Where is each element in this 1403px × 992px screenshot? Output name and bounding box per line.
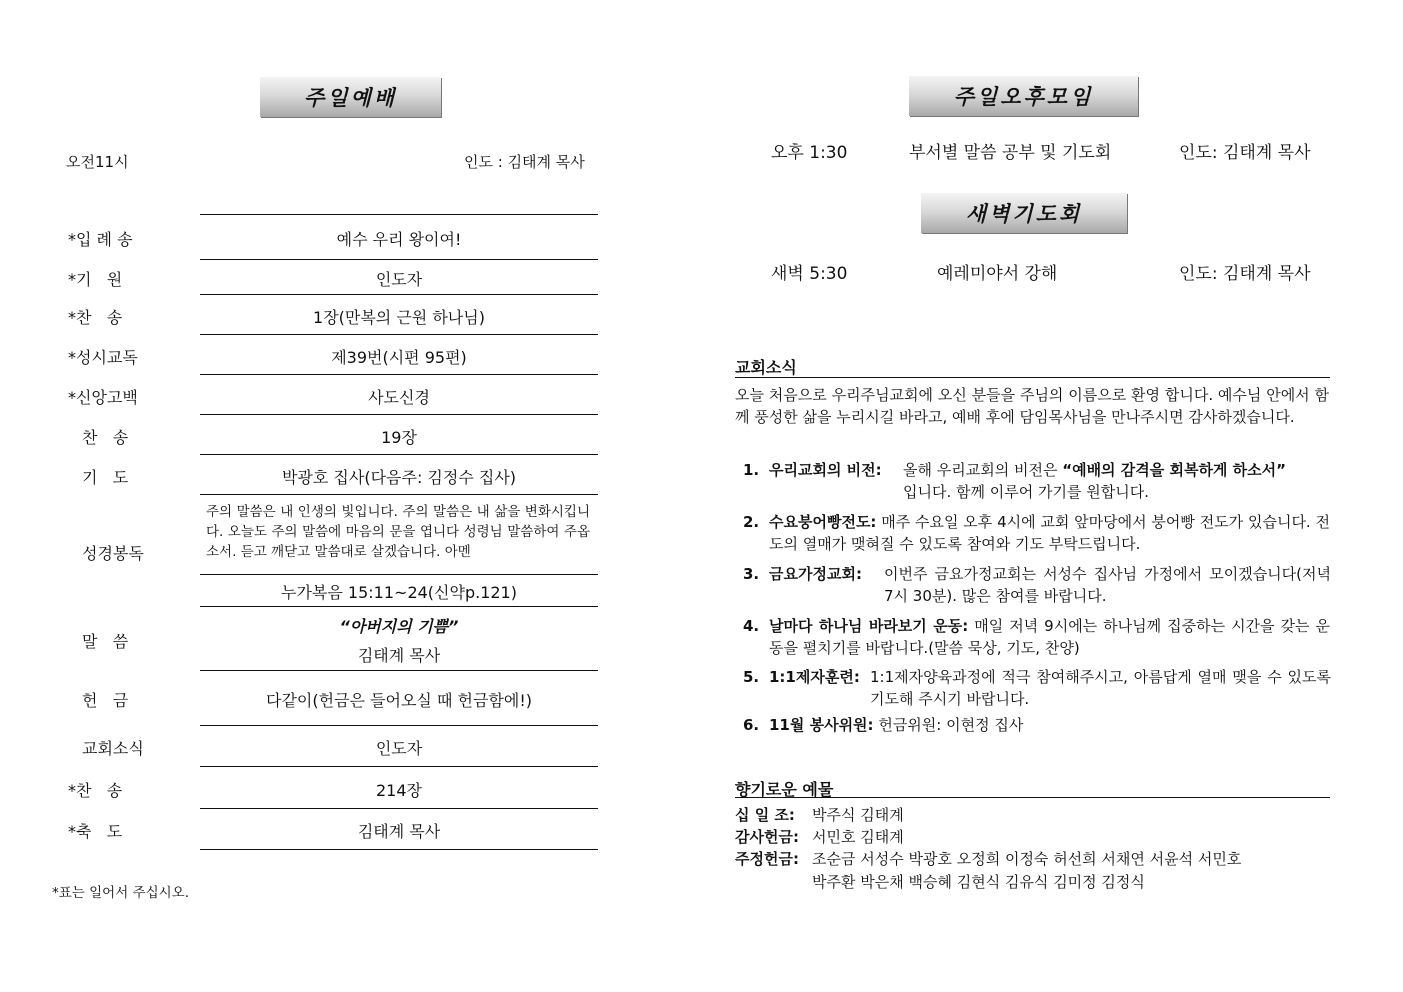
table-rule: [200, 766, 598, 767]
news-item-text: [903, 459, 1331, 503]
offering-label-tithe: 십 일 조:: [735, 806, 795, 824]
news-rule: [735, 377, 1330, 378]
worship-leader: 인도 : 김태계 목사: [464, 153, 585, 171]
dawn-title-text: 새벽기도회: [965, 202, 1083, 226]
offering-names-thanks: 서민호 김태계: [812, 828, 904, 846]
order-value-entrance: 예수 우리 왕이여!: [336, 230, 462, 249]
offering-title: 향기로운 예물: [735, 780, 834, 799]
afternoon-desc: 부서별 말씀 공부 및 기도회: [909, 143, 1112, 163]
standing-footnote: *표는 일어서 주십시오.: [52, 885, 189, 901]
news-item: [743, 615, 1330, 659]
order-label-announcements: 교회소식: [82, 739, 144, 758]
news-item: [743, 714, 1333, 736]
news-item-number: 2.: [743, 513, 760, 531]
order-label-responsive-reading: *성시교독: [68, 348, 138, 367]
table-rule: [200, 414, 598, 415]
table-rule: [200, 670, 598, 671]
news-item: [743, 666, 1333, 708]
worship-title: [260, 77, 441, 117]
table-rule: [200, 808, 598, 809]
sermon-preacher: 김태계 목사: [357, 646, 441, 665]
news-item-number: 4.: [743, 617, 760, 635]
offering-label-thanks: 감사헌금:: [735, 828, 799, 846]
news-title: 교회소식: [735, 358, 797, 377]
order-label-creed: *신앙고백: [68, 388, 138, 407]
afternoon-title-text: 주일오후모임: [953, 85, 1094, 109]
news-item-head: 날마다 하나님 바라보기 운동:: [769, 617, 969, 635]
afternoon-time: 오후 1:30: [771, 143, 848, 163]
news-item-text: 매일 저녁 9시에는 하나님께 집중하는 시간을 갖는 운동을 펼치기를 바랍니다.(말씀 묵상, 기도, 찬양): [769, 617, 1330, 657]
news-item-number: 1.: [743, 461, 760, 479]
news-intro: 오늘 처음으로 우리주님교회에 오신 분들을 주님의 이름으로 환영 합니다. 예수님 안에서 함께 풍성한 삶을 누리시길 바라고, 예배 후에 담임목사님을 만나주시면 감사하겠습니다.: [735, 386, 1329, 426]
order-value-hymn-2: 19장: [381, 428, 417, 447]
offering-names-tithe: 박주식 김태계: [812, 806, 904, 824]
table-rule: [200, 334, 598, 335]
news-item-head: 우리교회의 비전:: [769, 461, 882, 479]
table-rule: [200, 454, 598, 455]
news-item: [743, 563, 1333, 605]
dawn-desc: 예레미야서 강해: [937, 264, 1058, 284]
table-rule: [200, 494, 598, 495]
order-label-entrance: *입 례 송: [68, 230, 133, 249]
news-item-head: 11월 봉사위원:: [769, 716, 874, 734]
order-label-hymn-3: *찬 송: [68, 781, 123, 800]
news-item-text: 헌금위원: 이현정 집사: [878, 716, 1024, 734]
order-value-announcements: 인도자: [375, 739, 423, 758]
order-value-hymn-3: 214장: [376, 781, 422, 800]
news-item-number: 5.: [743, 668, 760, 686]
order-label-prayer: 기 도: [82, 468, 129, 487]
news-item-head: 수요붕어빵전도:: [769, 513, 877, 531]
news-item-number: 6.: [743, 716, 760, 734]
dawn-title: [921, 193, 1127, 233]
table-rule: [200, 606, 598, 607]
news-item-text-b: 입니다. 함께 이루어 가기를 원합니다.: [903, 483, 1149, 501]
order-value-hymn-1: 1장(만복의 근원 하나님): [313, 308, 485, 327]
order-label-hymn-1: *찬 송: [68, 308, 123, 327]
news-item-head: 1:1제자훈련:: [769, 668, 860, 686]
order-value-scripture-passage: 누가복음 15:11~24(신약p.121): [281, 583, 517, 602]
order-value-benediction: 김태계 목사: [357, 822, 441, 841]
worship-time: 오전11시: [66, 153, 129, 171]
news-item-emphasis: “예배의 감격을 회복하게 하소서”: [1062, 461, 1286, 479]
table-rule: [200, 259, 598, 260]
news-item-head: 금요가정교회:: [769, 565, 862, 583]
afternoon-title: [909, 76, 1138, 116]
offering-rule: [735, 797, 1330, 798]
order-value-creed: 사도신경: [368, 388, 430, 407]
table-rule: [200, 214, 598, 215]
offering-names-weekly: 조순금 서성수 박광호 오정희 이정숙 허선희 서채연 서윤석 서민호: [812, 850, 1242, 868]
order-label-benediction: *축 도: [68, 822, 123, 841]
news-item: [743, 459, 1333, 501]
dawn-leader: 인도: 김태계 목사: [1179, 264, 1311, 284]
offering-names-weekly-2: 박주환 박은채 백승혜 김현식 김유식 김미정 김정식: [812, 873, 1145, 891]
order-value-invocation: 인도자: [375, 270, 423, 289]
news-item-text-a: 올해 우리교회의 비전은: [903, 461, 1063, 479]
news-item: [743, 511, 1330, 555]
afternoon-leader: 인도: 김태계 목사: [1179, 143, 1311, 163]
order-value-offering: 다같이(헌금은 들어오실 때 헌금함에!): [266, 691, 532, 710]
order-label-hymn-2: 찬 송: [82, 428, 129, 447]
table-rule: [200, 574, 598, 575]
table-rule: [200, 374, 598, 375]
order-label-scripture: 성경봉독: [82, 544, 144, 563]
news-item-text: 매주 수요일 오후 4시에 교회 앞마당에서 붕어빵 전도가 있습니다. 전도의 열매가 맺혀질 수 있도록 참여와 기도 부탁드립니다.: [769, 513, 1330, 553]
order-value-responsive-reading: 제39번(시편 95편): [331, 348, 467, 367]
offering-label-weekly: 주정헌금:: [735, 850, 799, 868]
news-item-text: 이번주 금요가정교회는 서성수 집사님 가정에서 모이겠습니다(저녁 7시 30분). 많은 참여를 바랍니다.: [884, 565, 1331, 605]
dawn-time: 새벽 5:30: [771, 264, 848, 284]
order-label-sermon: 말 씀: [82, 632, 129, 651]
table-rule: [200, 725, 598, 726]
news-item-text: 1:1제자양육과정에 적극 참여해주시고, 아름답게 열매 맺을 수 있도록 기도해 주시기 바랍니다.: [870, 668, 1331, 708]
order-value-scripture-prayer: 주의 말씀은 내 인생의 빛입니다. 주의 말씀은 내 삶을 변화시킵니다. 오늘도 주의 말씀에 마음의 문을 엽니다 성령님 말씀하여 주옵소서. 듣고 깨닫고 말씀대로 살겠습니다. 아멘: [206, 504, 590, 560]
order-label-offering: 헌 금: [82, 691, 129, 710]
worship-title-text: 주일예배: [303, 86, 398, 110]
news-item-number: 3.: [743, 565, 760, 583]
table-rule: [200, 294, 598, 295]
order-value-prayer: 박광호 집사(다음주: 김정수 집사): [281, 468, 517, 487]
order-label-invocation: *기 원: [68, 270, 123, 289]
table-rule: [200, 849, 598, 850]
sermon-title: “아버지의 기쁨”: [339, 617, 459, 636]
